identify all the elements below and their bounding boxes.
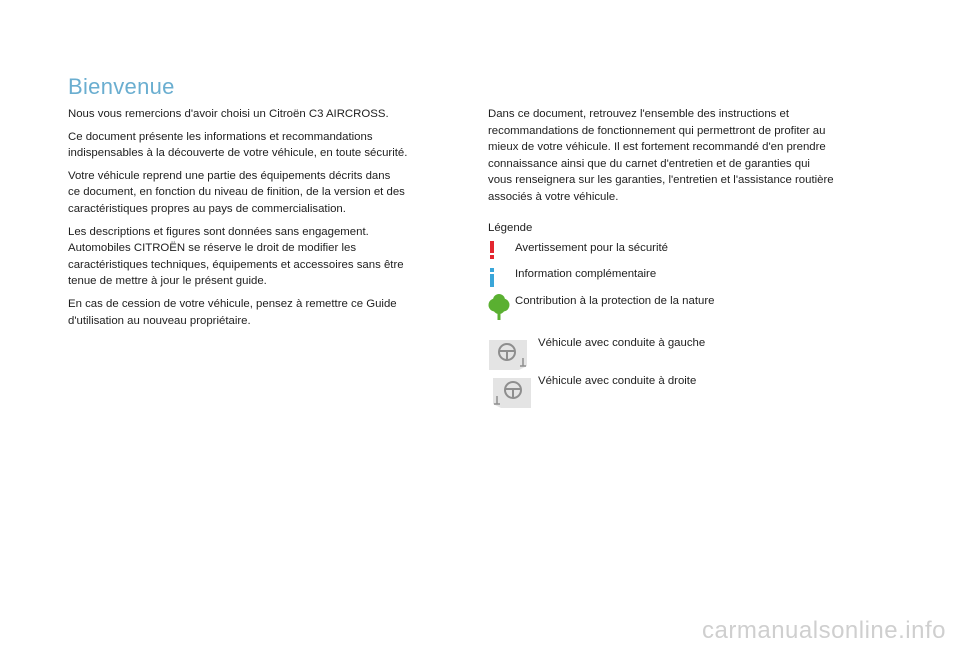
legend-label-info: Information complémentaire bbox=[515, 268, 657, 280]
warning-exclamation-icon bbox=[489, 241, 495, 259]
paragraph-equipment: Votre véhicule reprend une partie des équipements décrits dans ce document, en fonction du niveau de finition, de la version et des caractéristiques propres au pays de commercialisation. bbox=[68, 169, 405, 215]
watermark: carmanualsonline.info bbox=[702, 617, 946, 644]
paragraph-thanks: Nous vous remercions d'avoir choisi un Citroën C3 AIRCROSS. bbox=[68, 108, 389, 120]
legend-label-warning: Avertissement pour la sécurité bbox=[515, 242, 669, 254]
info-i-icon bbox=[489, 268, 495, 287]
tree-icon bbox=[487, 294, 511, 320]
paragraph-intro: Dans ce document, retrouvez l'ensemble des instructions et recommandations de fonctionnement qui permettront de profiter au mieux de votre véhicule. Il est fortement recommandé d'en prendre connaissance ainsi que du carnet d'entretien et de garanties qui vous renseignera sur les garanties, l'entretien et l'assistance routière associés à votre véhicule. bbox=[488, 108, 834, 203]
legend-label-right-hand-drive: Véhicule avec conduite à droite bbox=[538, 375, 697, 387]
paragraph-transfer: En cas de cession de votre véhicule, pensez à remettre ce Guide d'utilisation au nouveau propriétaire. bbox=[68, 297, 397, 327]
page-title: Bienvenue bbox=[68, 74, 175, 99]
paragraph-disclaimer: Les descriptions et figures sont données sans engagement. Automobiles CITROËN se réserve le droit de modifier les caractéristiques techniques, équipements et accessoires sans être tenue de mettre à jour le présent guide. bbox=[68, 225, 404, 288]
legend-label-left-hand-drive: Véhicule avec conduite à gauche bbox=[538, 337, 706, 349]
left-hand-drive-icon bbox=[489, 338, 531, 370]
right-hand-drive-icon bbox=[489, 376, 531, 408]
legend-label-nature: Contribution à la protection de la nature bbox=[515, 295, 715, 307]
left-column bbox=[68, 106, 440, 335]
legend-title: Légende bbox=[488, 221, 533, 234]
paragraph-presentation: Ce document présente les informations et recommandations indispensables à la découverte de votre véhicule, en toute sécurité. bbox=[68, 130, 408, 160]
right-column bbox=[488, 106, 868, 236]
